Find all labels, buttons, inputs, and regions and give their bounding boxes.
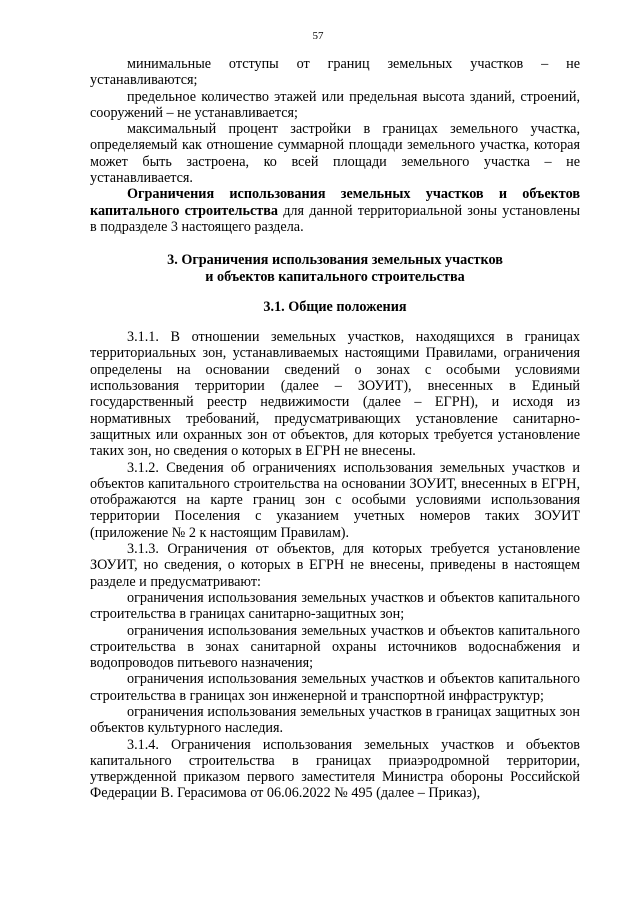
section-3-title xyxy=(90,252,580,285)
list-item-sanitary-zones: ограничения использования земельных участков и объектов капитального строительства в границах санитарно-защитных зон; xyxy=(90,589,580,623)
paragraph-3-1-4: 3.1.4. Ограничения использования земельных участков и объектов капитального строительства в границах приаэродромной территории, утвержденной приказом первого заместителя Министра обороны Российской Федерации В. Герасимова от 06.06.2022 № 495 (далее – Приказ), xyxy=(90,736,580,802)
page-body xyxy=(90,56,580,802)
section-3-title-line1: 3. Ограничения использования земельных участков xyxy=(167,252,503,269)
page-number: 57 xyxy=(312,30,324,42)
paragraph-3-1-1: 3.1.1. В отношении земельных участков, находящихся в границах территориальных зон, устанавливаемых настоящими Правилами, ограничения определены на основании сведений о зонах с особыми условиями использования территории (далее – ЗОУИТ), внесенных в Единый государственный реестр недвижимости (далее – ЕГРН), и исходя из нормативных требований, предусматривающих установление санитарно-защитных или охранных зон от объектов, для которых требуется установление таких зон, но сведения о которых в ЕГРН не внесены. xyxy=(90,329,580,460)
restrictions-rest: для данной территориальной зоны установлены в подразделе 3 настоящего раздела. xyxy=(90,202,580,235)
paragraph-max-floors: предельное количество этажей или предельная высота зданий, строений, сооружений – не устанавливается; xyxy=(90,88,580,121)
paragraph-min-setbacks: минимальные отступы от границ земельных участков – не устанавливаются; xyxy=(90,56,580,89)
section-3-title-line2: и объектов капитального строительства xyxy=(205,268,465,285)
list-item-infrastructure-zones: ограничения использования земельных участков и объектов капитального строительства в границах зон инженерной и транспортной инфраструктур; xyxy=(90,671,580,704)
paragraph-max-coverage: максимальный процент застройки в границах земельного участка, определяемый как отношение суммарной площади земельного участка, которая может быть застроена, ко всей площади земельного участка – не устанавливается. xyxy=(90,121,580,187)
restrictions-bold-phrase: Ограничения использования земельных участков и объектов капитального строительства xyxy=(90,186,580,219)
paragraph-3-1-2: 3.1.2. Сведения об ограничениях использования земельных участков и объектов капитального строительства на основании ЗОУИТ, внесенных в ЕГРН, отображаются на карте границ зон с особыми условиями использования территории Поселения с указанием учетных номеров таких ЗОУИТ (приложение № 2 к настоящим Правилам). xyxy=(90,459,580,541)
section-3-1-title: 3.1. Общие положения xyxy=(263,298,407,315)
paragraph-3-1-3: 3.1.3. Ограничения от объектов, для которых требуется установление ЗОУИТ, но сведения, о которых в ЕГРН не внесены, приведены в настоящем разделе и предусматривают: xyxy=(90,541,580,590)
list-item-water-protection: ограничения использования земельных участков и объектов капитального строительства в зонах санитарной охраны источников водоснабжения и водопроводов питьевого назначения; xyxy=(90,622,580,672)
paragraph-zone-restrictions xyxy=(90,186,580,235)
list-item-heritage-zones: ограничения использования земельных участков в границах защитных зон объектов культурного наследия. xyxy=(90,703,580,737)
